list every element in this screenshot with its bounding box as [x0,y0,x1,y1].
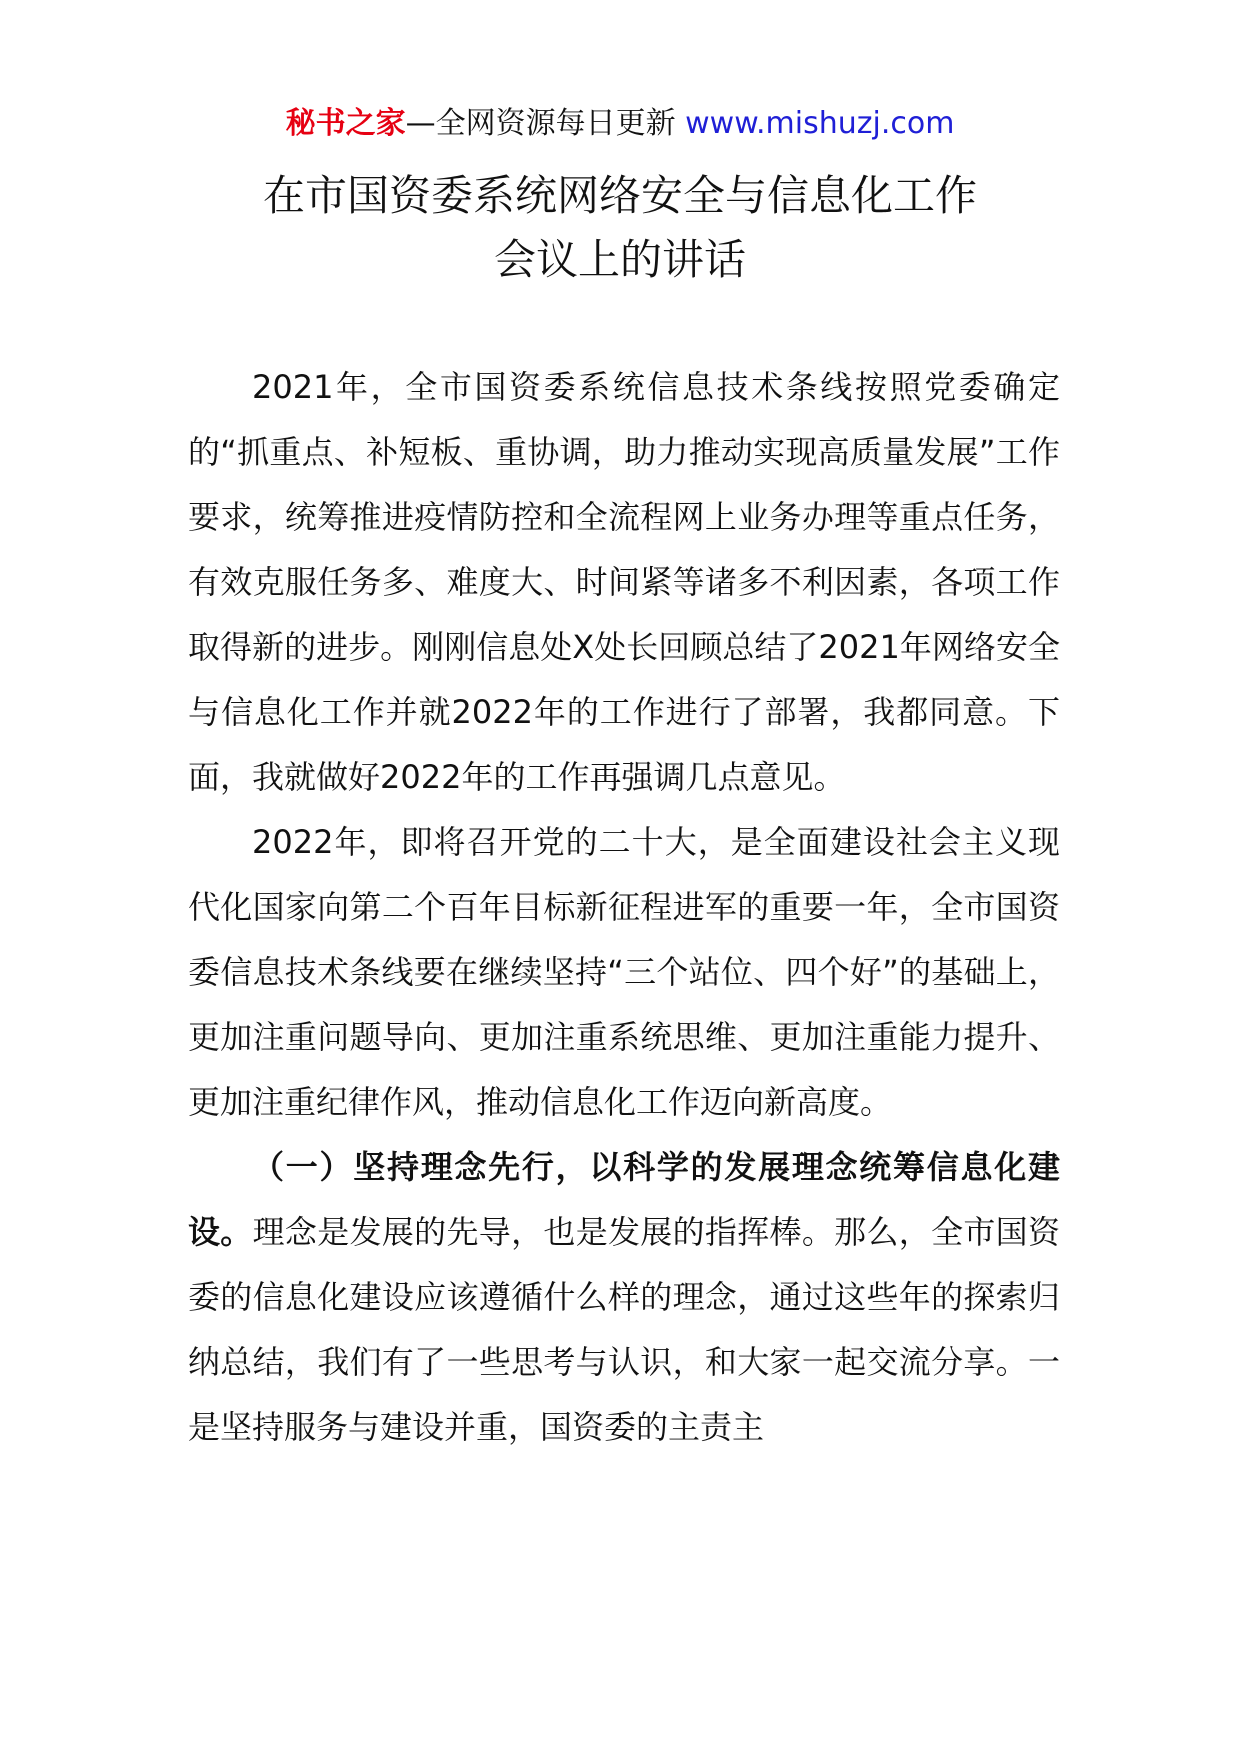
paragraph-1: 2021年，全市国资委系统信息技术条线按照党委确定的“抓重点、补短板、重协调，助力推动实现高质量发展”工作要求，统筹推进疫情防控和全流程网上业务办理等重点任务，有效克服任务多、难度大、时间紧等诸多不利因素，各项工作取得新的进步。刚刚信息处X处长回顾总结了2021年网络安全与信息化工作并就2022年的工作进行了部署，我都同意。下面，我就做好2022年的工作再强调几点意见。 [188,368,1060,796]
paragraph-2: 2022年，即将召开党的二十大，是全面建设社会主义现代化国家向第二个百年目标新征程进军的重要一年，全市国资委信息技术条线要在继续坚持“三个站位、四个好”的基础上，更加注重问题导向、更加注重系统思维、更加注重能力提升、更加注重纪律作风，推动信息化工作迈向新高度。 [188,823,1060,1121]
header-tagline: —全网资源每日更新 [405,106,686,141]
section-heading: （一）坚持理念先行，以科学的发展理念统筹信息化建设。 [188,1148,1060,1251]
watermark-header [0,104,1240,144]
brand-name: 秘书之家 [285,106,406,141]
document-body [188,355,1060,1460]
document-title-line-2: 会议上的讲话 [493,235,746,284]
paragraph-3 [188,1135,1060,1460]
site-url: www.mishuzj.com [685,106,955,141]
document-title-line-1: 在市国资委系统网络安全与信息化工作 [262,171,977,220]
paragraph-3-text: 理念是发展的先导，也是发展的指挥棒。那么，全市国资委的信息化建设应该遵循什么样的理念，通过这些年的探索归纳总结，我们有了一些思考与认识，和大家一起交流分享。一是坚持服务与建设并重，国资委的主责主 [188,1213,1060,1446]
